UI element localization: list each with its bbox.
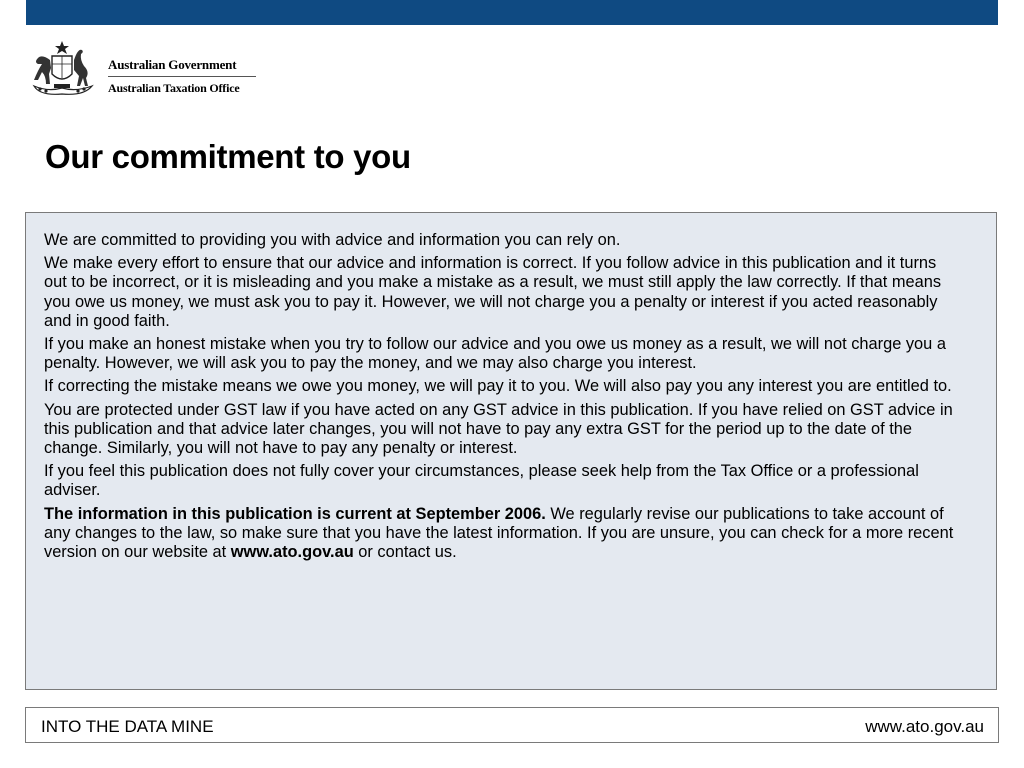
logo-divider: [108, 76, 256, 77]
currency-notice-bold: The information in this publication is current at September 2006.: [44, 504, 546, 523]
footer-left-text: INTO THE DATA MINE: [41, 717, 214, 736]
logo-org-line1: Australian Government: [108, 57, 237, 72]
commitment-paragraph-5: You are protected under GST law if you have acted on any GST advice in this publication. If you have relied on GST advice in this publication and that advice later changes, you will not have to pay any extra GST for the period up to the date of the change. Similarly, you will not have to pay any penalty or interest.: [44, 400, 953, 458]
logo-org-line2: Australian Taxation Office: [108, 81, 240, 95]
commitment-paragraph-1: We are committed to providing you with advice and information you can rely on.: [44, 231, 621, 249]
coat-of-arms-icon: [24, 40, 102, 98]
commitment-content-box: [25, 212, 997, 690]
footer-bar: [25, 707, 999, 743]
commitment-paragraph-2: We make every effort to ensure that our advice and information is correct. If you follow advice in this publication and it turns out to be incorrect, or it is misleading and you make a mistake as a result, we must still apply the law correctly. If that means you owe us money, we must ask you to pay it. However, we will not charge you a penalty or interest if you acted reasonably and in good faith.: [44, 254, 942, 330]
commitment-paragraph-3: If you make an honest mistake when you try to follow our advice and you owe us money as a result, we will not charge you a penalty. However, we will ask you to pay the money, and we may also charge you interest.: [44, 335, 946, 373]
page-title: Our commitment to you: [45, 138, 411, 175]
commitment-paragraph-6: If you feel this publication does not fully cover your circumstances, please seek help from the Tax Office or a professional adviser.: [44, 462, 919, 500]
top-banner-bar: [26, 0, 998, 25]
australian-government-logo: [24, 40, 264, 100]
contact-us-text: or contact us.: [353, 543, 457, 562]
revision-notice-text: We regularly revise our publications to take account of any changes to the law, so make sure that you have the latest information. If you are unsure, you can check for a more recent version on our website at: [44, 504, 954, 562]
commitment-paragraph-4: If correcting the mistake means we owe you money, we will pay it to you. We will also pay you any interest you are entitled to.: [44, 377, 952, 396]
footer-website-link[interactable]: www.ato.gov.au: [865, 717, 984, 736]
commitment-paragraph-7: [44, 505, 956, 563]
website-link[interactable]: www.ato.gov.au: [230, 543, 354, 562]
